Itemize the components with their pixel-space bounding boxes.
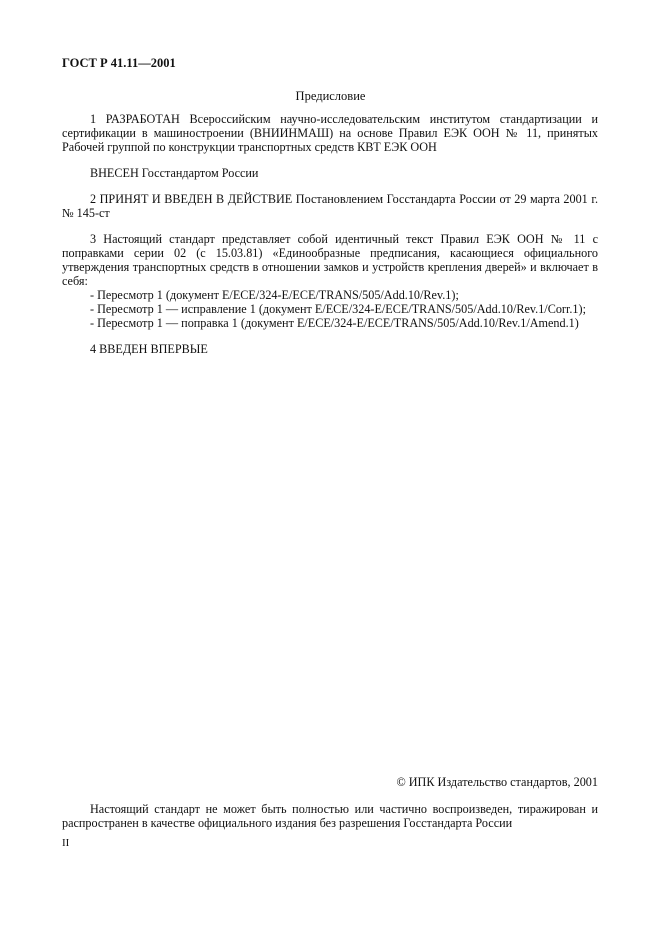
paragraph-developed: 1 РАЗРАБОТАН Всероссийским научно-исследовательским институтом стандартизации и сертификации в машиностроении (ВНИИНМАШ) на основе Правил ЕЭК ООН № 11, принятых Рабочей группой по конструкции транспортных средств КВТ ЕЭК ООН bbox=[62, 112, 598, 154]
paragraph-adopted: 2 ПРИНЯТ И ВВЕДЕН В ДЕЙСТВИЕ Постановлением Госстандарта России от 29 марта 2001 г. № 145-ст bbox=[62, 192, 598, 220]
document-code: ГОСТ Р 41.11—2001 bbox=[62, 56, 176, 70]
paragraph-standard-text: 3 Настоящий стандарт представляет собой идентичный текст Правил ЕЭК ООН № 11 с поправками серии 02 (с 15.03.81) «Единообразные предписания, касающиеся официального утверждения транспортных средств в отношении замков и устройств крепления дверей» и включает в себя: bbox=[62, 232, 598, 288]
paragraph-first-time: 4 ВВЕДЕН ВПЕРВЫЕ bbox=[90, 342, 208, 356]
page-number: II bbox=[62, 837, 70, 849]
list-item: - Пересмотр 1 — поправка 1 (документ E/ECE/324-E/ECE/TRANS/505/Add.10/Rev.1/Amend.1) bbox=[90, 316, 579, 330]
copyright-notice: © ИПК Издательство стандартов, 2001 bbox=[396, 775, 598, 789]
preface-content bbox=[62, 112, 598, 368]
list-item: - Пересмотр 1 (документ E/ECE/324-E/ECE/TRANS/505/Add.10/Rev.1); bbox=[90, 288, 459, 302]
section-title: Предисловие bbox=[295, 89, 366, 103]
reproduction-notice: Настоящий стандарт не может быть полностью или частично воспроизведен, тиражирован и распространен в качестве официального издания без разрешения Госстандарта России bbox=[62, 802, 598, 830]
paragraph-introduced: ВНЕСЕН Госстандартом России bbox=[90, 166, 259, 180]
includes-list bbox=[62, 288, 598, 330]
list-item: - Пересмотр 1 — исправление 1 (документ E/ECE/324-E/ECE/TRANS/505/Add.10/Rev.1/Corr.1); bbox=[90, 302, 586, 316]
